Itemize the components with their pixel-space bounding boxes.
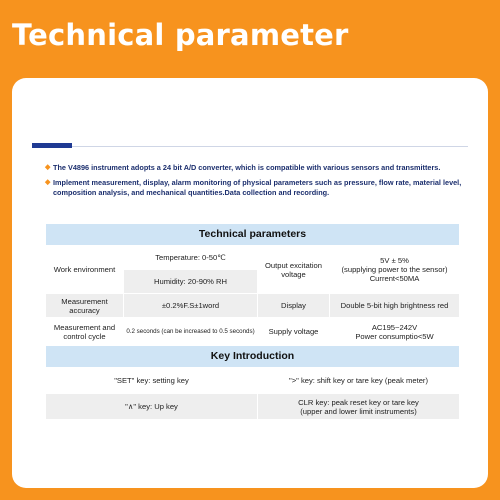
- page-heading: Technical parameter: [12, 18, 349, 52]
- table-row: [46, 294, 460, 318]
- feature-item: [45, 178, 465, 198]
- clr-key-text: [258, 394, 460, 420]
- display-label: Display: [258, 294, 330, 318]
- shift-key-text: ">" key: shift key or tare key (peak meter): [258, 368, 460, 394]
- table-row: [46, 368, 460, 394]
- output-voltage-label: Output excitation voltage: [258, 246, 330, 294]
- cycle-value: 0.2 seconds (can be increased to 0.5 seconds): [124, 318, 258, 346]
- cycle-label: Measurement and control cycle: [46, 318, 124, 346]
- key-intro-title: Key Introduction: [46, 346, 460, 368]
- clr-line-1: CLR key: peak reset key or tare key: [298, 397, 419, 407]
- supply-line-2: Power consumptio<5W: [355, 331, 434, 341]
- accuracy-value: ±0.2%F.S±1word: [124, 294, 258, 318]
- humidity-value: Humidity: 20-90% RH: [124, 270, 258, 294]
- feature-item: [45, 163, 465, 173]
- divider-accent: [32, 143, 72, 148]
- work-env-label: Work environment: [46, 246, 124, 294]
- bullet-dot-icon: ◆: [45, 179, 51, 186]
- table-row: [46, 318, 460, 346]
- feature-text: Implement measurement, display, alarm monitoring of physical parameters such as pressure, flow rate, material level, composition analysis, and mechanical quantities.Data collection and recording.: [53, 178, 462, 197]
- up-key-text: "∧" key: Up key: [46, 394, 258, 420]
- tech-params-title: Technical parameters: [46, 224, 460, 246]
- supply-label: Supply voltage: [258, 318, 330, 346]
- temperature-value: Temperature: 0-50℃: [124, 246, 258, 270]
- supply-value: [330, 318, 460, 346]
- feature-list: [45, 163, 465, 203]
- table-row: [46, 394, 460, 420]
- clr-line-2: (upper and lower limit instruments): [300, 406, 417, 416]
- display-value: Double 5-bit high brightness red: [330, 294, 460, 318]
- bullet-dot-icon: ◆: [45, 164, 51, 171]
- output-line-1: 5V ± 5%: [380, 256, 409, 265]
- spec-table: [45, 223, 460, 420]
- table-row: [46, 224, 460, 246]
- output-line-2: (supplying power to the sensor): [341, 265, 448, 274]
- table-row: [46, 246, 460, 270]
- set-key-text: "SET" key: setting key: [46, 368, 258, 394]
- feature-text: The V4896 instrument adopts a 24 bit A/D converter, which is compatible with various sensors and transmitters.: [53, 163, 441, 172]
- output-line-3: Current<50MA: [369, 274, 420, 283]
- accuracy-label: Measurement accuracy: [46, 294, 124, 318]
- output-voltage-value: [330, 246, 460, 294]
- divider-line: [32, 146, 468, 147]
- table-row: [46, 346, 460, 368]
- supply-line-1: AC195~242V: [371, 322, 418, 332]
